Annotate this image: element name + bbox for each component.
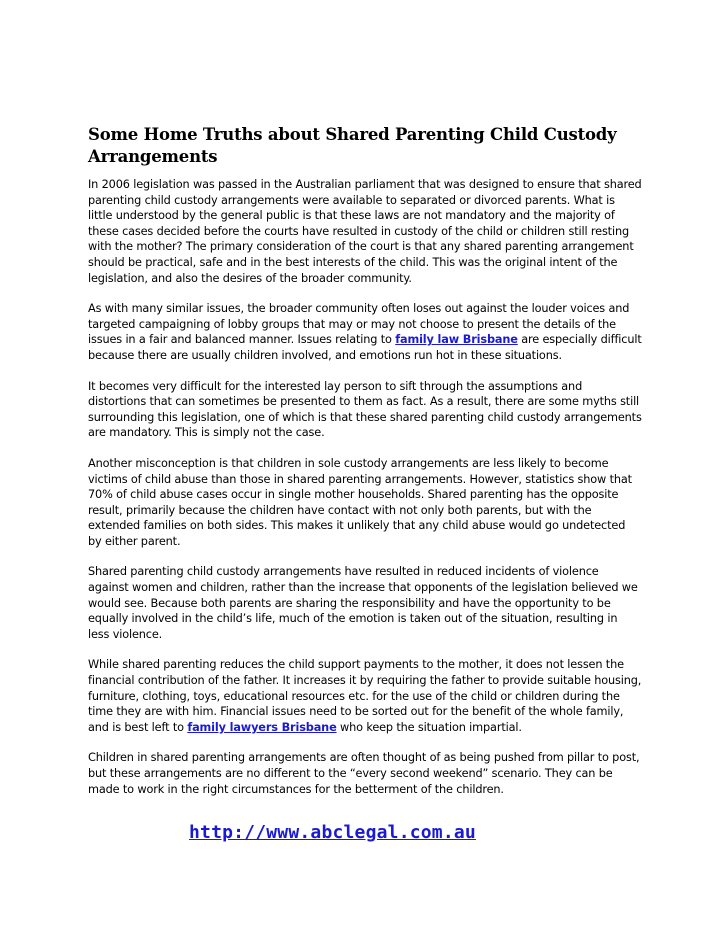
footer-website-link[interactable]: http://www.abclegal.com.au: [189, 822, 476, 843]
document-title: Some Home Truths about Shared Parenting Child Custody Arrangements: [88, 125, 617, 166]
paragraph-6-text-before: While shared parenting reduces the child support payments to the mother, it does not lessen the financial contribution of the father. It increases it by requiring the father to provide suitable housing, furniture, clothing, toys, educational resources etc. for the use of the child or children during the time they are with him. Financial issues need to be sorted out for the benefit of the whole family, and is best left to: [88, 658, 642, 734]
paragraph-5: Shared parenting child custody arrangements have resulted in reduced incidents of violence against women and children, rather than the increase that opponents of the legislation believed we would see. Because both parents are sharing the responsibility and have the opportunity to be equally involved in the child’s life, much of the emotion is taken out of the situation, resulting in less violence.: [88, 565, 638, 641]
family-lawyers-brisbane-link[interactable]: family lawyers Brisbane: [187, 720, 337, 734]
paragraph-7: Children in shared parenting arrangements are often thought of as being pushed from pillar to post, but these arrangements are no different to the “every second weekend” scenario. They can be made to work in the right circumstances for the betterment of the children.: [88, 751, 640, 796]
paragraph-2-text-before: As with many similar issues, the broader community often loses out against the louder voices and targeted campaigning of lobby groups that may or may not choose to present the details of the issues in a fair and balanced manner. Issues relating to: [88, 302, 630, 347]
paragraph-6: [88, 657, 642, 735]
paragraph-4: Another misconception is that children in sole custody arrangements are less likely to become victims of child abuse than those in shared parenting arrangements. However, statistics show that 70% of child abuse cases occur in single mother households. Shared parenting has the opposite result, primarily because the children have contact with not only both parents, but with the extended families on both sides. This makes it unlikely that any child abuse would go undetected by either parent.: [88, 456, 632, 548]
paragraph-2: [88, 301, 642, 363]
paragraph-6-text-after: who keep the situation impartial.: [336, 720, 522, 734]
paragraph-2-text-after: are especially difficult because there are usually children involved, and emotions run hot in these situations.: [88, 333, 642, 362]
paragraph-1: In 2006 legislation was passed in the Australian parliament that was designed to ensure that shared parenting child custody arrangements were available to separated or divorced parents. What is little understood by the general public is that these laws are not mandatory and the majority of these cases decided before the courts have resulted in custody of the child or children still resting with the mother? The primary consideration of the court is that any shared parenting arrangement should be practical, safe and in the best interests of the child. This was the original intent of the legislation, and also the desires of the broader community.: [88, 178, 642, 285]
family-law-brisbane-link[interactable]: family law Brisbane: [395, 333, 518, 347]
paragraph-3: It becomes very difficult for the interested lay person to sift through the assumptions and distortions that can sometimes be presented to them as fact. As a result, there are some myths still surrounding this legislation, one of which is that these shared parenting child custody arrangements are mandatory. This is simply not the case.: [88, 379, 642, 440]
document-page: [88, 124, 642, 812]
